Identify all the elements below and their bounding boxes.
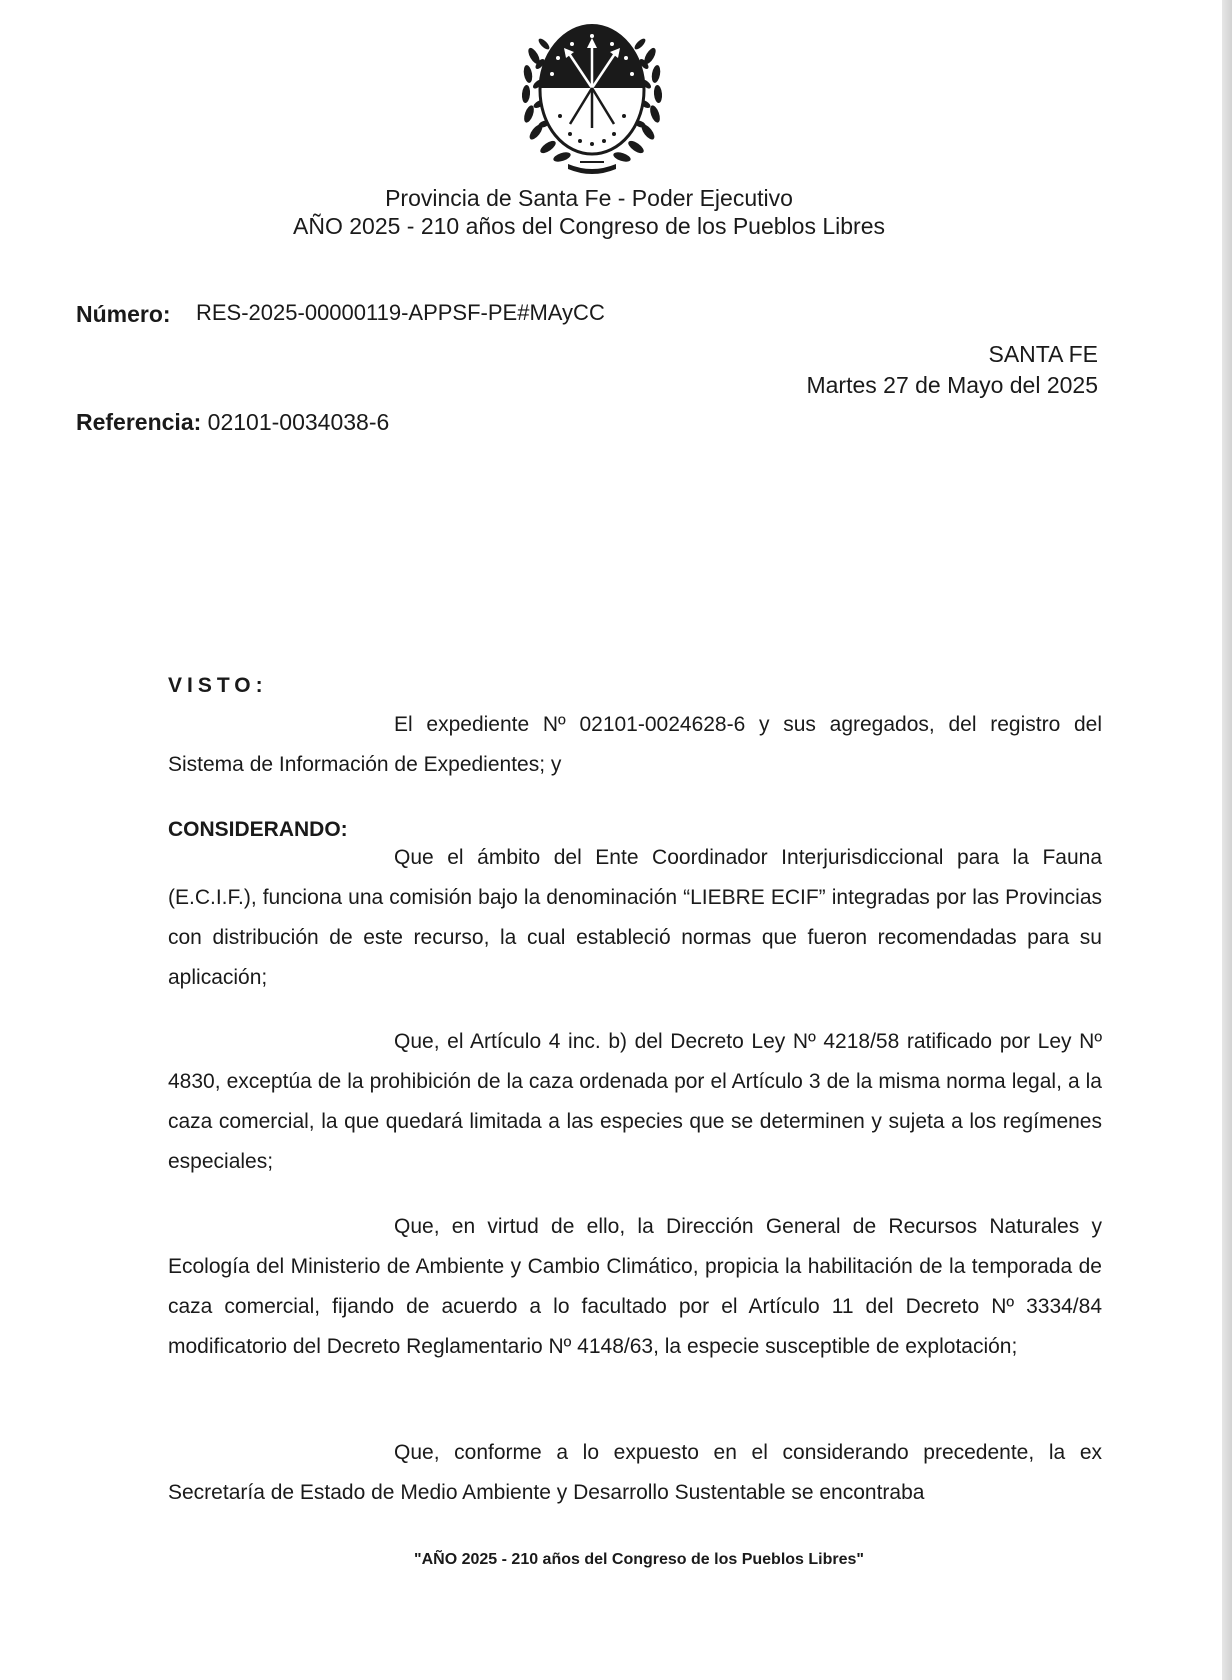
provincial-coat-of-arms-icon — [520, 14, 664, 176]
page-edge-shadow — [1222, 0, 1232, 1680]
considerando-paragraph-3 — [168, 1207, 1102, 1367]
considerando-paragraph-1 — [168, 838, 1102, 998]
considerando-text-2: Que, el Artículo 4 inc. b) del Decreto Ley Nº 4218/58 ratificado por Ley Nº 4830, exceptúa de la prohibición de la caza ordenada por el Artículo 3 de la misma norma legal, a la caza comercial, la que quedará limitada a las especies que se determinen y sujeta a los regímenes especiales; — [168, 1030, 1102, 1173]
considerando-paragraph-4 — [168, 1433, 1102, 1513]
considerando-text-3: Que, en virtud de ello, la Dirección General de Recursos Naturales y Ecología del Ministerio de Ambiente y Cambio Climático, propicia la habilitación de la temporada de caza comercial, fijando de acuerdo a lo facultado por el Artículo 11 del Decreto Nº 3334/84 modificatorio del Decreto Reglamentario Nº 4148/63, la especie susceptible de explotación; — [168, 1215, 1102, 1358]
footer-year-note: "AÑO 2025 - 210 años del Congreso de los Pueblos Libres" — [414, 1551, 864, 1568]
header-year-line: AÑO 2025 - 210 años del Congreso de los Pueblos Libres — [293, 213, 885, 239]
referencia-label: Referencia: — [76, 409, 202, 435]
considerando-paragraph-2 — [168, 1022, 1102, 1182]
referencia-value: 02101-0034038-6 — [207, 409, 390, 435]
numero-value: RES-2025-00000119-APPSF-PE#MAyCC — [196, 300, 605, 325]
considerando-heading: CONSIDERANDO: — [168, 818, 348, 841]
numero-label: Número: — [76, 301, 171, 327]
visto-paragraph — [168, 705, 1102, 785]
visto-heading: VISTO: — [168, 674, 268, 697]
considerando-text-4: Que, conforme a lo expuesto en el considerando precedente, la ex Secretaría de Estado de Medio Ambiente y Desarrollo Sustentable se encontraba — [168, 1441, 1102, 1504]
city-label: SANTA FE — [988, 341, 1098, 367]
header-province-line: Provincia de Santa Fe - Poder Ejecutivo — [385, 185, 793, 211]
referencia-field — [76, 408, 389, 436]
visto-text: El expediente Nº 02101-0024628-6 y sus agregados, del registro del Sistema de Información de Expedientes; y — [168, 713, 1102, 776]
numero-field — [76, 300, 171, 328]
document-date: Martes 27 de Mayo del 2025 — [806, 372, 1098, 398]
considerando-text-1: Que el ámbito del Ente Coordinador Interjurisdiccional para la Fauna (E.C.I.F.), funciona una comisión bajo la denominación “LIEBRE ECIF” integradas por las Provincias con distribución de este recurso, la cual estableció normas que fueron recomendadas para su aplicación; — [168, 846, 1102, 989]
